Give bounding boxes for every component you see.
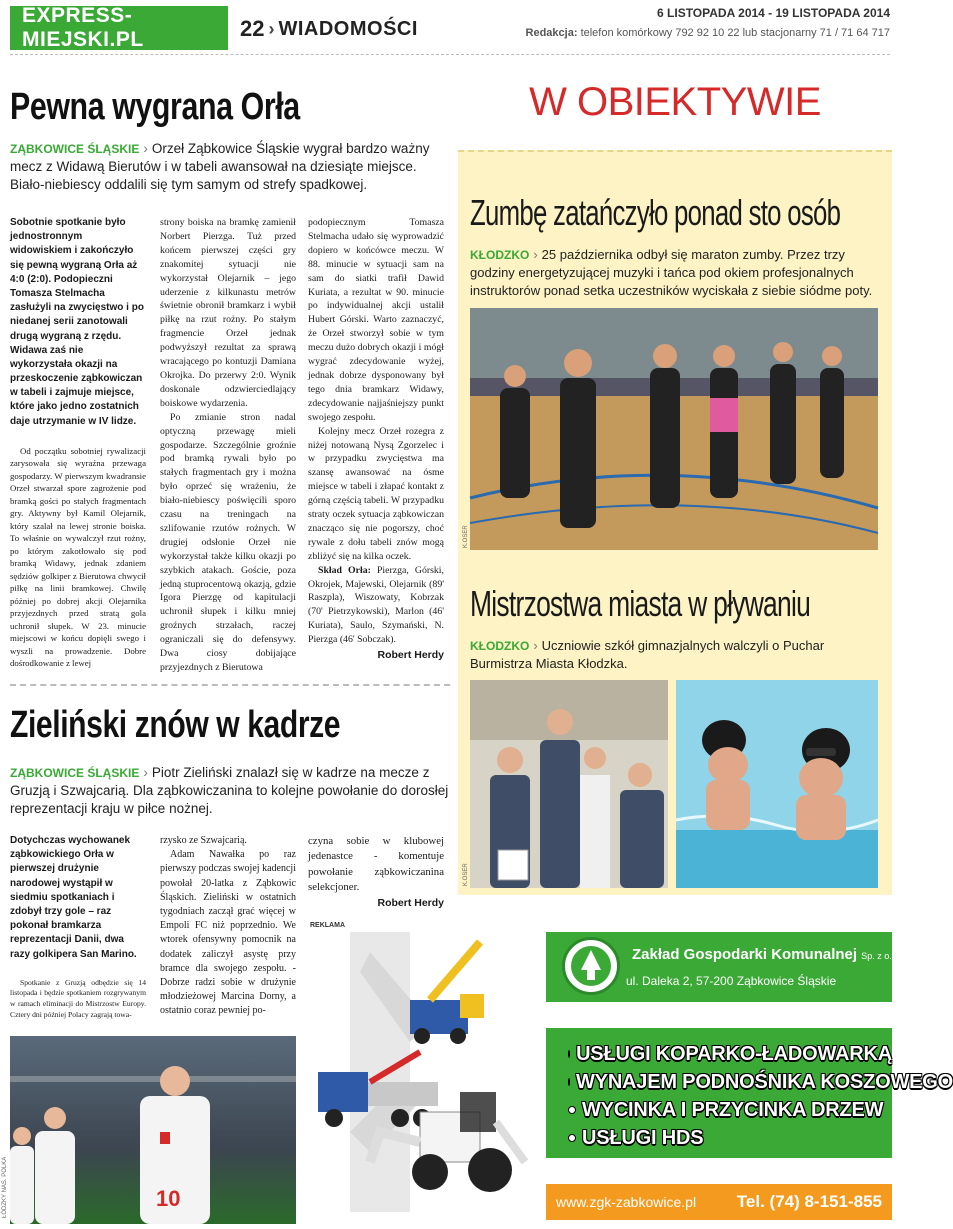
machinery-illustration [310, 932, 538, 1212]
zgk-address: ul. Daleka 2, 57-200 Ząbkowice Śląskie [626, 974, 837, 988]
story-1-location: KŁODZKO [470, 248, 530, 262]
article-1-paragraph: Kolejny mecz Orzeł rozegra z niżej notowaną Nysą Zgorzelec i w przypadku zwycięstwa ma szansę awansować na ósme miejsce w tabeli i złapać kontakt z górną częścią tabeli. W przypadku straty oczek sytuacja ząbkowiczan znacząco się nie pogorszy, choć rywale z dołu tabeli znów mogą zbliżyć się na kilka oczek. [308, 425, 444, 562]
lineup-label: Skład Orła: [318, 564, 371, 576]
article-2-column-2 [160, 834, 296, 1018]
chevron-right-icon: › [533, 247, 538, 262]
service-item: WYNAJEM PODNOŚNIKA KOSZOWEGO [568, 1068, 892, 1096]
article-1-lead [10, 140, 450, 195]
article-2-column-1 [10, 834, 146, 1021]
zgk-logo-icon [562, 937, 620, 995]
chevron-right-icon: › [268, 18, 275, 39]
article-2-lead [10, 764, 450, 819]
article-1-paragraph: strony boiska na bramkę zamienił Norbert Pierzga. Tuż przed końcem pierwszej części gry znakomitej sytuacji nie wykorzystał Olejarnik – jego uderzenie z kilkunastu metrów świetnie obronił bramkarz i wybił piłkę na rzut rożny. Po stałym fragmencie Orzeł jednak podwyższył rezultat za sprawą wracającego po kontuzji Damiana Okrojka. Do przerwy 2:0. Wynik doskonale odzwierciedlający boiskowe wydarzenia. [160, 217, 296, 409]
site-logo[interactable]: EXPRESS-MIEJSKI.PL [10, 6, 228, 50]
article-1-lineup [308, 564, 444, 647]
bullet-icon [568, 1078, 570, 1086]
chevron-right-icon: › [143, 765, 148, 780]
page-section-header [240, 16, 418, 42]
story-2-lead-text: Uczniowie szkół gimnazjalnych walczyli o Puchar Burmistrza Miasta Kłodzka. [470, 638, 825, 672]
article-2-paragraph: Spotkanie z Gruzją odbędzie się 14 listopada i będzie spotkaniem rozgrywanym w ramach eliminacji do Mistrzostw Europy. Cztery dni później Polacy zagrają towa- [10, 977, 146, 1020]
article-2-author: Robert Herdy [377, 897, 444, 910]
advert-label: REKLAMA [310, 922, 345, 929]
chevron-right-icon: › [533, 638, 538, 653]
zgk-company-name: Zakład Gospodarki Komunalnej Sp. z o.o [632, 946, 897, 963]
story-1-lead [470, 246, 882, 301]
contact-text: telefon komórkowy 792 92 10 22 lub stacjonarny 71 / 71 64 717 [580, 27, 890, 39]
zumba-photo-credit: K.OSER [463, 525, 469, 548]
article-1-paragraph: Od początku sobotniej rywalizacji zarysowała się wyraźna przewaga gospodarzy. W pierwszym kwadransie Orzeł stwarzał spore zagrożenie pod bramką gości po stałych fragmentach gry. Aktywny był Kamil Olejarnik, który szalał na lewej stronie boiska. To właśnie on wywalczył rzut rożny, po którym zakotłowało się pod bramką Widawy, jednak zdaniem sędziów golkiper z Bierutowa chwycił piłkę na linii bramkowej. Chwilę później po dobrej akcji Olejarnika przyjezdnych przed stratą gola uchronił słupek. W 23. minucie miejscowi w końcu dopięli swego i wyszli na prowadzenie. Dobre dośrodkowanie z lewej [10, 445, 146, 669]
article-2-headline: Zieliński znów w kadrze [10, 704, 341, 746]
zumba-photo [470, 308, 878, 550]
section-title-obiektywie: W OBIEKTYWIE [529, 80, 821, 124]
section-name: WIADOMOŚCI [278, 17, 418, 40]
bullet-icon [568, 1134, 576, 1142]
swimmers-photo [676, 680, 878, 888]
svg-text:10: 10 [156, 1186, 181, 1211]
bullet-icon [568, 1106, 576, 1114]
article-1-lead-text: Orzeł Ząbkowice Śląskie wygrał bardzo ważny mecz z Widawą Bierutów i w tabeli awansował na dziesiąte miejsce. Biało-niebiescy oddalili się tym samym od strefy spadkowej. [10, 141, 430, 193]
advert-website-link[interactable]: www.zgk-zabkowice.pl [556, 1194, 697, 1210]
page-number: 22 [240, 16, 265, 41]
header-divider [10, 54, 890, 57]
story-2-headline: Mistrzostwa miasta w pływaniu [470, 583, 811, 624]
contact-label: Redakcja: [525, 27, 578, 39]
article-1-column-3 [308, 216, 444, 661]
article-2-paragraph: Adam Nawałka po raz pierwszy podczas swojej kadencji powołał 20-latka z Ząbkowic Śląskich. Zieliński w ostatnich tygodniach zaczął grać więcej w Empoli FC niż poprzednio. We wtorek ofensywny pomocnik na dodatek zaliczył asystę przy bramce dla swojego zespołu. - Dobrze radzi sobie w drużynie młodzieżowej Marcina Dorny, a ostatnio coraz pewniej po- [160, 849, 296, 1017]
story-1-headline: Zumbę zatańczyło ponad sto osób [470, 192, 841, 233]
issue-date: 6 LISTOPADA 2014 - 19 LISTOPADA 2014 [657, 6, 890, 20]
article-2-paragraph: czyna sobie w klubowej jedenastce - komentuje powołanie ząbkowiczanina selekcjoner. [308, 835, 444, 893]
article-2-lead-text: Piotr Zieliński znalazł się w kadrze na mecze z Gruzją i Szwajcarią. Dla ząbkowiczanina to kolejne powołanie do dorosłej reprezentacji kraju w piłce nożnej. [10, 765, 449, 817]
article-1-headline: Pewna wygrana Orła [10, 86, 300, 128]
article-1-column-1 [10, 216, 146, 670]
editorial-contact [526, 27, 890, 39]
article-2-paragraph: rzysko ze Szwajcarią. [160, 835, 247, 846]
service-item: WYCINKA I PRZYCINKA DRZEW [568, 1096, 892, 1124]
article-1-paragraph: Po zmianie stron nadal optyczną przewagę mieli gospodarze. Szczególnie groźnie pod bramką rywali było po stałych fragmentach gry i można było oprzeć się wrażeniu, że biało-niebiescy poświęcili sporo czasu na treningach na szlifowanie rzutów rożnych. W drugiej odsłonie Orzeł nie wykorzystał także kilku okazji po szybkich atakach. Goście, poza jedną stuprocentową okazją, gdzie Igora Pierzgę od kapitulacji uchronił słupek i kilku mniej groźnych strzałach, raczej ograniczali się do defensywy. Dwa ciosy dobijające przyjezdnych z Bierutowa [160, 411, 296, 673]
advert-contact-bar [546, 1184, 892, 1220]
advert-phone: Tel. (74) 8-151-855 [736, 1192, 882, 1211]
bullet-icon [568, 1050, 570, 1058]
football-photo [10, 1036, 296, 1224]
swimming-photo-credit: K.OSER [463, 863, 469, 886]
zgk-company-banner[interactable] [546, 932, 897, 1002]
story-2-lead [470, 637, 882, 673]
services-list [546, 1028, 953, 1158]
service-item: USŁUGI HDS [568, 1124, 892, 1152]
article-2-location: ZĄBKOWICE ŚLĄSKIE [10, 766, 140, 780]
article-2-intro: Dotychczas wychowanek ząbkowickiego Orła w pierwszej drużynie narodowej wystąpił w siedmiu spotkaniach i zdobył trzy gole – raz pokonał bramkarza reprezentacji Danii, dwa razy golkipera San Marino. [10, 835, 137, 960]
story-2-location: KŁODZKO [470, 639, 530, 653]
article-1-column-2 [160, 216, 296, 675]
chevron-right-icon: › [143, 141, 148, 156]
article-1-author: Robert Herdy [377, 649, 444, 662]
story-1-lead-text: 25 października odbył się maraton zumby. Przez trzy godziny energetyzującej muzyki i tańca pod okiem profesjonalnych instruktorów ponad setka uczestników wyciskała z siebie siódme poty. [470, 247, 873, 299]
zgk-company-suffix: Sp. z o.o [861, 951, 897, 961]
article-2-column-3 [308, 834, 444, 909]
lineup-text: Pierzga, Górski, Okrojek, Majewski, Olejarnik (89' Raszpla), Wiszowaty, Kobrzak (70' Pietrzykowski), Marlon (46' Kuriata), Saulo, Szymański, N. Pierzga (46' Sobczak). [308, 564, 444, 646]
award-ceremony-photo [470, 680, 668, 888]
article-1-intro: Sobotnie spotkanie było jednostronnym widowiskiem i zakończyło się pewną wygraną Orła aż 4:0 (2:0). Podopieczni Tomasza Stelmacha zasłużyli na zwycięstwo i po niedanej serii zanotowali drugą wygraną z rzędu. Widawa zaś nie wykorzystała okazji na przeskoczenie ząbkowiczan w tabeli i zajmuje miejsce, które jako jedno zostatnich daje utrzymanie w IV lidze. [10, 217, 144, 427]
service-item: USŁUGI KOPARKO-ŁADOWARKĄ [568, 1040, 892, 1068]
football-photo-credit: ŁÓDZKY NAS. POLKA [2, 1156, 8, 1218]
article-1-paragraph: podopiecznym Tomasza Stelmacha udało się wyprowadzić dopiero w końcówce meczu. W 88. minucie w sytuacji sam na sam do siatki trafił Dawid Kuriata, a rezultat w 90. minucie po indywidualnej akcji ustalił Hubert Górski. Warto zaznaczyć, że Orzeł stworzył sobie w tym meczu dużo dobrych okazji i mógł wygrać zdecydowanie wyżej, jednak dobrze dysponowany był tego dnia bramkarz Widawy, zdecydowanie najjaśniejszy punkt swojego zespołu. [308, 217, 444, 423]
article-1-location: ZĄBKOWICE ŚLĄSKIE [10, 142, 140, 156]
article-divider [10, 684, 450, 686]
